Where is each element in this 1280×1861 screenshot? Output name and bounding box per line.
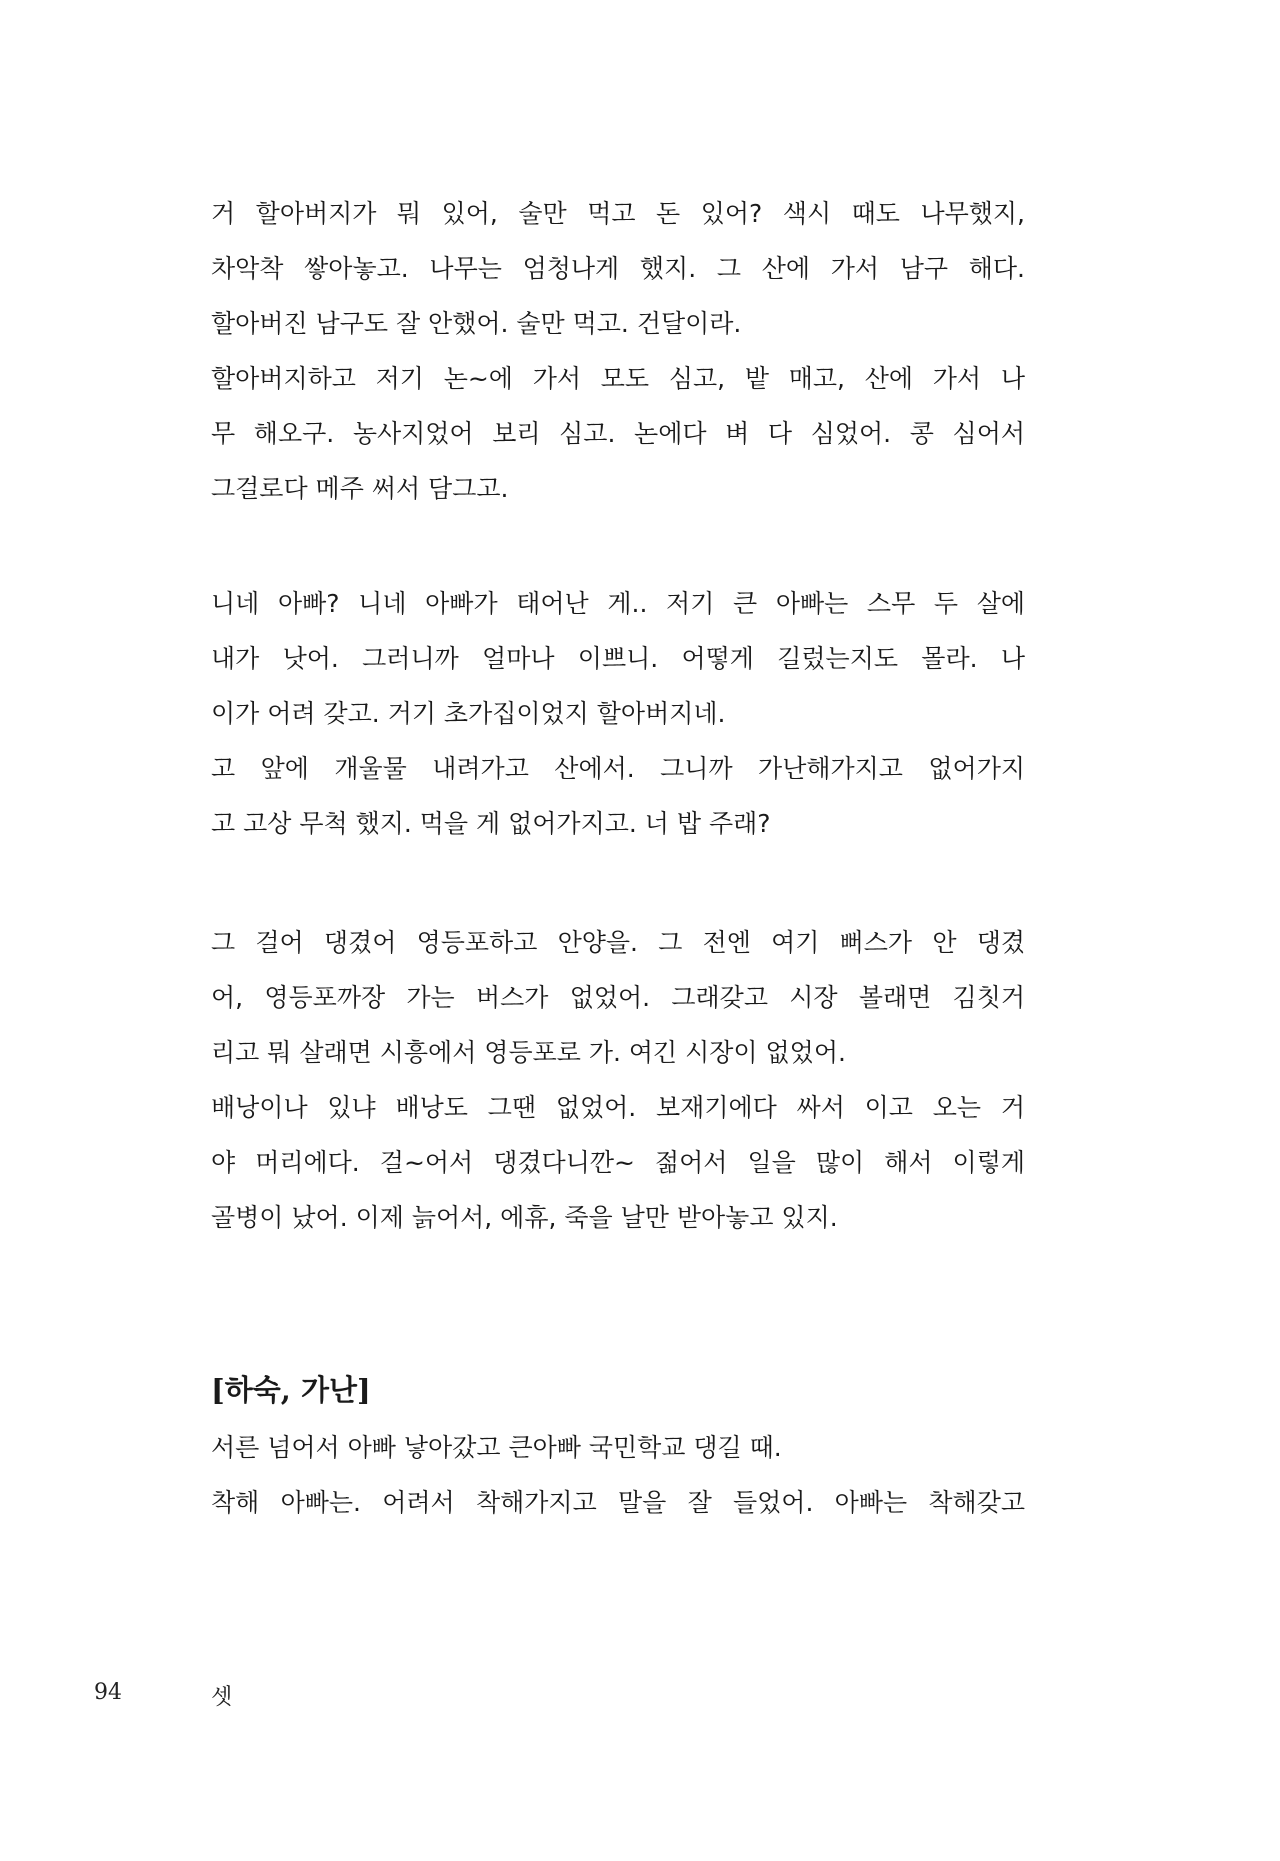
text-line: 거 할아버지가 뭐 있어, 술만 먹고 돈 있어? 색시 때도 나무했지, <box>211 199 1025 228</box>
text-line: 서른 넘어서 아빠 낳아갔고 큰아빠 국민학교 댕길 때. <box>211 1433 782 1462</box>
text-line: 착해 아빠는. 어려서 착해가지고 말을 잘 들었어. 아빠는 착해갖고 <box>211 1488 1025 1517</box>
text-line: 무 해오구. 농사지었어 보리 심고. 논에다 벼 다 심었어. 콩 심어서 <box>211 419 1025 448</box>
paragraph-1 <box>211 186 1025 516</box>
paragraph-2 <box>211 576 1025 851</box>
section-heading: [하숙, 가난] <box>211 1373 371 1407</box>
text-line: 골병이 났어. 이제 늙어서, 에휴, 죽을 날만 받아놓고 있지. <box>211 1203 838 1232</box>
section-paragraph <box>211 1420 1025 1530</box>
paragraph-3 <box>211 915 1025 1245</box>
text-line: 야 머리에다. 걸~어서 댕겼다니깐~ 젊어서 일을 많이 해서 이렇게 <box>211 1148 1025 1177</box>
text-line: 배낭이나 있냐 배낭도 그땐 없었어. 보재기에다 싸서 이고 오는 거 <box>211 1093 1025 1122</box>
text-line: 리고 뭐 살래면 시흥에서 영등포로 가. 여긴 시장이 없었어. <box>211 1038 846 1067</box>
text-line: 할아버진 남구도 잘 안했어. 술만 먹고. 건달이라. <box>211 309 742 338</box>
text-line: 니네 아빠? 니네 아빠가 태어난 게.. 저기 큰 아빠는 스무 두 살에 <box>211 589 1025 618</box>
text-line: 그 걸어 댕겼어 영등포하고 안양을. 그 전엔 여기 뻐스가 안 댕겼 <box>211 928 1025 957</box>
text-line: 고 고상 무척 했지. 먹을 게 없어가지고. 너 밥 주래? <box>211 809 771 838</box>
page-number: 94 <box>94 1680 122 1705</box>
text-line: 차악착 쌓아놓고. 나무는 엄청나게 했지. 그 산에 가서 남구 해다. <box>211 254 1025 283</box>
text-line: 어, 영등포까장 가는 버스가 없었어. 그래갖고 시장 볼래면 김칫거 <box>211 983 1025 1012</box>
chapter-label: 셋 <box>211 1685 233 1710</box>
text-line: 고 앞에 개울물 내려가고 산에서. 그니까 가난해가지고 없어가지 <box>211 754 1025 783</box>
text-line: 이가 어려 갖고. 거기 초가집이었지 할아버지네. <box>211 699 726 728</box>
text-line: 내가 낫어. 그러니까 얼마나 이쁘니. 어떻게 길렀는지도 몰라. 나 <box>211 644 1025 673</box>
text-line: 그걸로다 메주 써서 담그고. <box>211 474 509 503</box>
text-line: 할아버지하고 저기 논~에 가서 모도 심고, 밭 매고, 산에 가서 나 <box>211 364 1025 393</box>
